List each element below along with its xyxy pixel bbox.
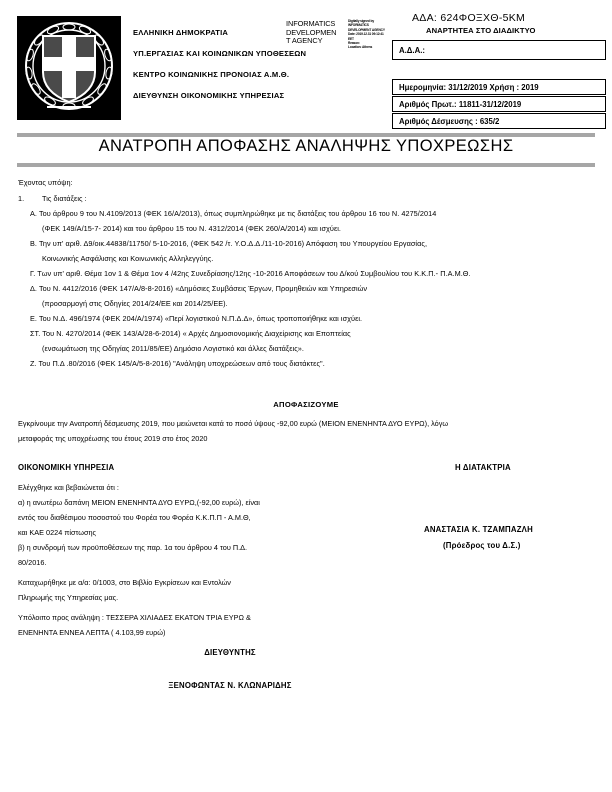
org-line-republic: ΕΛΛΗΝΙΚΗ ΔΗΜΟΚΡΑΤΙΑ — [133, 28, 229, 37]
signature-line-6: Reason: — [348, 41, 360, 46]
ada-box: Α.Δ.Α.: — [392, 40, 606, 60]
ida-stamp-line-2: DEVELOPMEN — [286, 27, 337, 37]
financial-line-9: Υπόλοιπο προς ανάληψη : ΤΕΣΣΕΡΑ ΧΙΛΙΑΔΕΣ ΕΚΑΤΟΝ ΤΡΙΑ ΕΥΡΩ & — [18, 613, 251, 622]
title-rule-bottom — [17, 163, 595, 167]
provision-st-line-1: ΣΤ. Του Ν. 4270/2014 (ΦΕΚ 143/Α/28-6-2014) « Αρχές Δημοσιονομικής Διαχείρισης και Εποπτείας — [30, 329, 351, 338]
financial-line-10: ΕΝΕΝΗΝΤΑ ΕΝΝΕΑ ΛΕΠΤΑ ( 4.103,99 ευρώ) — [18, 628, 166, 637]
provision-d-line-2: (προσαρμογή στις Οδηγίες 2014/24/ΕΕ και 2014/25/ΕΕ). — [42, 299, 228, 308]
org-line-directorate: ΔΙΕΥΘΥΝΣΗ ΟΙΚΟΝΟΜΙΚΗΣ ΥΠΗΡΕΣΙΑΣ — [133, 91, 285, 100]
hellenic-republic-coat-of-arms-icon — [17, 16, 121, 120]
provision-d-line-1: Δ. Του Ν. 4412/2016 (ΦΕΚ 147/Α/8-8-2016) «Δημόσιες Συμβάσεις Έργων, Προμηθειών και Υπηρεσιών — [30, 284, 368, 293]
provision-b-line-2: Κοινωνικής Ασφάλισης και Κοινωνικής Αλληλεγγύης. — [42, 254, 214, 263]
provision-st-line-2: (ενσωμάτωση της Οδηγίας 2011/85/ΕΕ) Δημόσιο Λογιστικό και άλλες διατάξεις». — [42, 344, 304, 353]
approval-line-1: Εγκρίνουμε την Ανατροπή δέσμευσης 2019, που μειώνεται κατά το ποσό ύψους -92,00 ευρώ (ΜΕΙΟΝ ΕΝΕΝΗΝΤΑ ΔΥΟ ΕΥΡΩ), λόγω — [18, 419, 449, 428]
signature-line-3: DEVELOPMENT AGENCY — [348, 27, 385, 32]
financial-line-6: 80/2016. — [18, 558, 47, 567]
approval-line-2: μεταφοράς της υποχρέωσης του έτους 2019 στο έτος 2020 — [18, 434, 208, 443]
informatics-development-agency-stamp — [286, 20, 346, 46]
financial-line-4: και ΚΑΕ 0224 πίστωσης — [18, 528, 97, 537]
provision-z-line-1: Ζ. Του Π.Δ .80/2016 (ΦΕΚ 145/Α/5-8-2016) "Ανάληψη υποχρεώσεων από τους διατάκτες". — [30, 359, 325, 368]
signature-line-5: EET — [348, 36, 354, 41]
financial-line-1: Ελέγχθηκε και βεβαιώνεται ότι : — [18, 483, 119, 492]
list-item-number: 1. — [18, 194, 25, 203]
date-box: Ημερομηνία: 31/12/2019 Χρήση : 2019 — [392, 79, 606, 95]
publication-notice: ΑΝΑΡΤΗΤΕΑ ΣΤΟ ΔΙΑΔΙΚΤΥΟ — [426, 26, 536, 35]
orderer-name: ΑΝΑΣΤΑΣΙΑ Κ. ΤΖΑΜΠΑΖΛΗ — [424, 525, 533, 534]
director-heading: ΔΙΕΥΘΥΝΤΗΣ — [204, 648, 256, 657]
signature-line-1: Digitally signed by — [348, 19, 375, 23]
page-title: ΑΝΑΤΡΟΠΗ ΑΠΟΦΑΣΗΣ ΑΝΑΛΗΨΗΣ ΥΠΟΧΡΕΩΣΗΣ — [98, 137, 514, 155]
financial-line-2: α) η ανωτέρω δαπάνη ΜΕΙΟΝ ΕΝΕΝΗΝΤΑ ΔΥΟ ΕΥΡΩ,(-92,00 ευρώ), είναι — [18, 498, 260, 507]
financial-line-7: Καταχωρήθηκε με α/α: 0/1003, στο Βιβλίο Εγκρίσεων και Εντολών — [18, 578, 231, 587]
digital-signature-stamp — [348, 19, 390, 50]
binding-box: Αριθμός Δέσμευσης : 635/2 — [392, 113, 606, 129]
ida-stamp-line-3: T AGENCY — [286, 36, 323, 45]
signature-line-2: INFORMATICS — [348, 23, 369, 28]
provision-e-line-1: Ε. Του Ν.Δ. 496/1974 (ΦΕΚ 204/Α/1974) «Περί λογιστικού Ν.Π.Δ.Δ», όπως τροποποιήθηκε και ισχύει. — [30, 314, 363, 323]
ada-code-text: ΑΔΑ: 624ΦΟΞΧΘ-5ΚΜ — [412, 12, 526, 24]
financial-line-5: β) η συνδρομή των προϋποθέσεων της παρ. 1α του άρθρου 4 του Π.Δ. — [18, 543, 248, 552]
signature-line-4: Date: 2019.12.31 09:12:41 — [348, 32, 384, 37]
financial-service-heading: ΟΙΚΟΝΟΜΙΚΗ ΥΠΗΡΕΣΙΑ — [18, 463, 115, 472]
provision-a-line-2: (ΦΕΚ 149/Α/15-7- 2014) και του άρθρου 15 του Ν. 4312/2014 (ΦΕΚ 260/Α/2014) και ισχύει. — [42, 224, 342, 233]
org-line-ministry: ΥΠ.ΕΡΓΑΣΙΑΣ ΚΑΙ ΚΟΙΝΩΝΙΚΩΝ ΥΠΟΘΕΣΕΩΝ — [133, 49, 307, 58]
financial-line-3: εντός του διαθέσιμου ποσοστού του Φορέα του Φορέα Κ.Κ.Π.Π - Α.Μ.Θ, — [18, 513, 251, 522]
financial-line-8: Πληρωμής της Υπηρεσίας μας. — [18, 593, 119, 602]
org-line-center: ΚΕΝΤΡΟ ΚΟΙΝΩΝΙΚΗΣ ΠΡΟΝΟΙΑΣ Α.Μ.Θ. — [133, 70, 290, 79]
provision-g-line-1: Γ. Των υπ' αριθ. Θέμα 1ον 1 & Θέμα 1ον 4 /42ης Συνεδρίασης/12ης -10-2016 Αποφάσεων του Δ/κού Συμβουλίου του Κ.Κ.Π.- Π.Α.Μ.Θ. — [30, 269, 471, 278]
orderer-heading: Η ΔΙΑΤΑΚΤΡΙΑ — [455, 463, 511, 472]
document-header — [0, 0, 612, 132]
ida-stamp-line-1: INFORMATICS — [286, 19, 336, 28]
orderer-role: (Πρόεδρος του Δ.Σ.) — [443, 541, 521, 550]
signature-line-7: Location: Athens — [348, 45, 373, 50]
intro-having-regard: Έχοντας υπόψη: — [18, 178, 73, 187]
list-item-text: Τις διατάξεις : — [42, 194, 87, 203]
provision-b-line-1: Β. Την υπ' αριθ. Δ9/οικ.44838/11750/ 5-10-2016, (ΦΕΚ 542 /τ. Υ.Ο.Δ.Δ./11-10-2016) Απόφαση του Υπουργείου Εργασίας, — [30, 239, 428, 248]
decision-heading: ΑΠΟΦΑΣΙΖΟΥΜΕ — [273, 400, 339, 409]
director-name: ΞΕΝΟΦΩΝΤΑΣ Ν. ΚΛΩΝΑΡΙΔΗΣ — [168, 681, 292, 690]
protocol-box: Αριθμός Πρωτ.: 11811-31/12/2019 — [392, 96, 606, 112]
provision-a-line-1: Α. Του άρθρου 9 του Ν.4109/2013 (ΦΕΚ 16/Α/2013), όπως συμπληρώθηκε με τις διατάξεις του άρθρου 16 του Ν. 4275/2014 — [30, 209, 437, 218]
